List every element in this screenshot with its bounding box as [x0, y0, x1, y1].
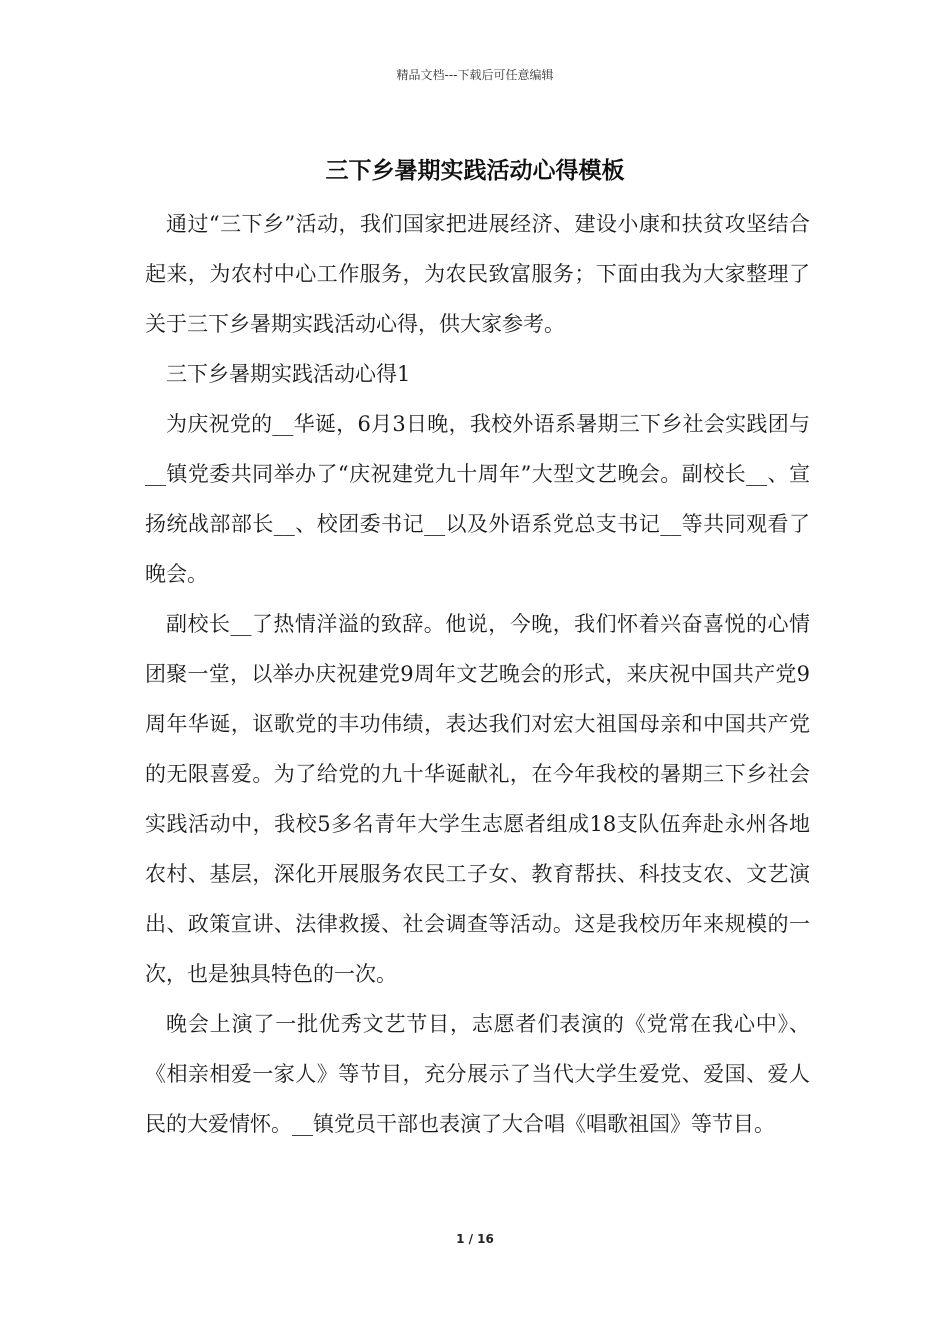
document-title: 三下乡暑期实践活动心得模板 — [325, 158, 625, 184]
document-body — [145, 199, 810, 1149]
body-paragraph: 为庆祝党的__华诞，6月3日晚，我校外语系暑期三下乡社会实践团与__镇党委共同举办了“庆祝建党九十周年”大型文艺晚会。副校长__、宣扬统战部部长__、校团委书记__以及外语系党总支书记__等共同观看了晚会。 — [145, 412, 810, 586]
body-paragraph: 副校长__了热情洋溢的致辞。他说，今晚，我们怀着兴奋喜悦的心情团聚一堂，以举办庆祝建党9周年文艺晚会的形式，来庆祝中国共产党9周年华诞，讴歌党的丰功伟绩，表达我们对宏大祖国母亲和中国共产党的无限喜爱。为了给党的九十华诞献礼，在今年我校的暑期三下乡社会实践活动中，我校5多名青年大学生志愿者组成18支队伍奔赴永州各地农村、基层，深化开展服务农民工子女、教育帮扶、科技支农、文艺演出、政策宣讲、法律救援、社会调查等活动。这是我校历年来规模的一次，也是独具特色的一次。 — [145, 612, 810, 986]
intro-paragraph: 通过“三下乡”活动，我们国家把进展经济、建设小康和扶贫攻坚结合起来，为农村中心工作服务，为农民致富服务；下面由我为大家整理了关于三下乡暑期实践活动心得，供大家参考。 — [145, 212, 810, 336]
page-number: 1 / 16 — [456, 1232, 494, 1246]
section-heading: 三下乡暑期实践活动心得1 — [166, 362, 411, 386]
body-paragraph: 晚会上演了一批优秀文艺节目，志愿者们表演的《党常在我心中》、《相亲相爱一家人》等节目，充分展示了当代大学生爱党、爱国、爱人民的大爱情怀。__镇党员干部也表演了大合唱《唱歌祖国》等节目。 — [145, 1012, 810, 1136]
header-note: 精品文档---下载后可任意编辑 — [396, 68, 554, 82]
